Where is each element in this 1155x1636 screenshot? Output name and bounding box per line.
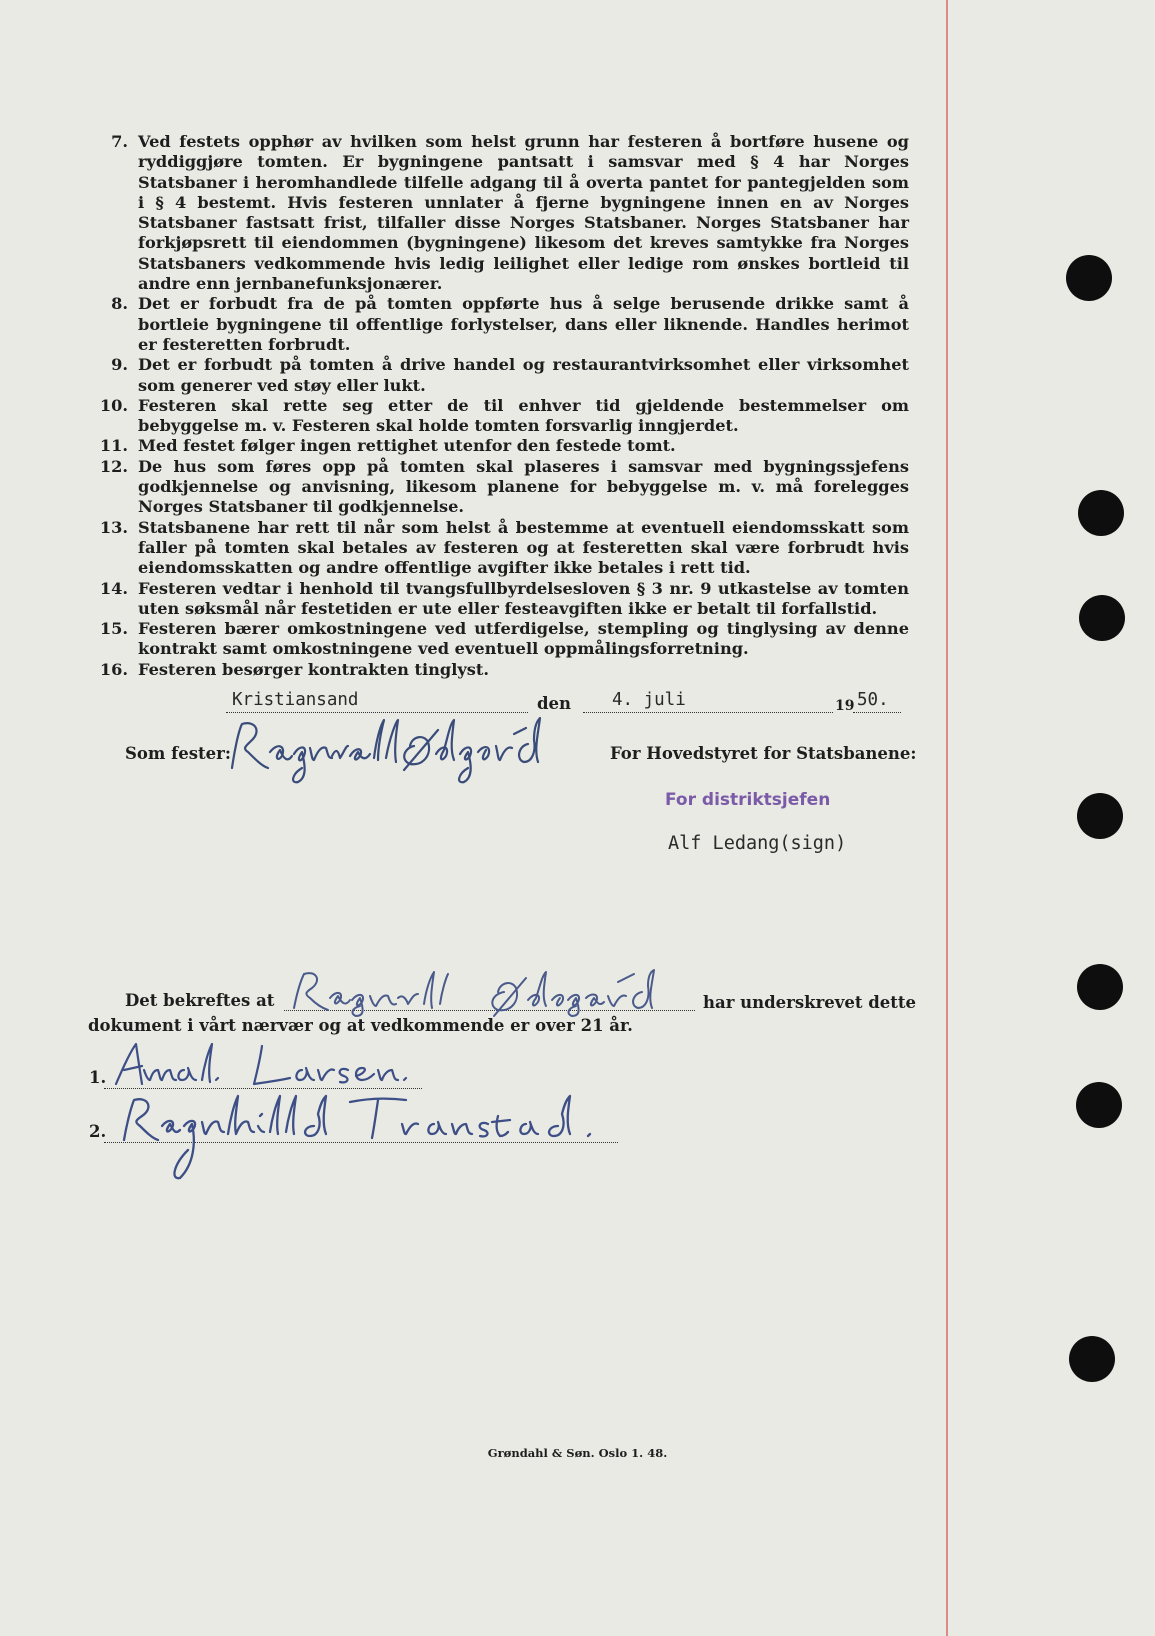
- clause-8: [92, 294, 909, 355]
- confirmation-prefix: Det bekreftes at: [125, 991, 275, 1010]
- clause-text: Festeren bærer omkostningene ved utferdigelse, stempling og tinglysing av denne kontrakt samt omkostningene ved eventuell oppmålingsforretning.: [138, 619, 909, 659]
- clause-number: 13.: [99, 517, 128, 537]
- handwritten-signature-icon: [228, 716, 568, 786]
- clause-text: De hus som føres opp på tomten skal plaseres i samsvar med bygningssjefens godkjennelse og anvisning, likesom planene for bebyggelse m. v. må forelegges Norges Statsbaner til godkjennelse.: [138, 456, 909, 517]
- handwritten-signature-icon: [118, 1092, 628, 1182]
- clause-11: [92, 436, 909, 456]
- clause-number: 16.: [99, 659, 128, 679]
- handwritten-signature-icon: [112, 1040, 422, 1090]
- handwritten-signature-icon: [290, 968, 670, 1018]
- clause-16: [92, 660, 909, 680]
- punch-hole: [1077, 793, 1123, 839]
- clause-7: [92, 132, 909, 294]
- red-margin-line: [946, 0, 948, 1636]
- clause-13: [92, 518, 909, 579]
- clause-number: 10.: [99, 395, 128, 415]
- year-value: 50.: [857, 690, 889, 710]
- clause-9: [92, 355, 909, 396]
- fester-label: Som fester:: [125, 744, 231, 763]
- punch-hole: [1079, 595, 1125, 641]
- punch-hole: [1077, 964, 1123, 1010]
- clause-text: Ved festets opphør av hvilken som helst grunn har festeren å bortføre husene og ryddiggjøre tomten. Er bygningene pantsatt i samsvar med § 4 har Norges Statsbaner i heromhandlede tilfelle adgang til å overta pantet for pantegjelden som i § 4 bestemt. Hvis festeren unnlater å fjerne bygningene innen en av Norges Statsbaner fastsatt frist, tilfaller disse Norges Statsbaner. Norges Statsbaner har forkjøpsrett til eiendommen (bygningene) likesom det kreves samtykke fra Norges Statsbaners vedkommende hvis ledig leilighet eller ledige rom ønskes bortleid til andre enn jernbanefunksjonærer.: [138, 132, 909, 294]
- clause-14: [92, 579, 909, 620]
- witness-2-signature: [118, 1092, 628, 1186]
- hovedstyret-label: For Hovedstyret for Statsbanene:: [610, 744, 917, 763]
- clause-text: Statsbanene har rett til når som helst å bestemme at eventuell eiendomsskatt som faller på tomten skal betales av festeren og at festeretten skal være forbrudt hvis eiendomsskatten og andre offentlige avgifter ikke betales i rett tid.: [138, 517, 909, 578]
- witness-1-number: 1.: [89, 1068, 107, 1087]
- clause-text: Det er forbudt fra de på tomten oppførte hus å selge berusende drikke samt å bortleie bygningene til offentlige forlystelser, dans eller liknende. Handles herimot er festeretten forbrudt.: [138, 294, 909, 354]
- printer-imprint: Grøndahl & Søn. Oslo 1. 48.: [487, 1446, 668, 1460]
- date-value: 4. juli: [612, 690, 686, 710]
- clause-number: 15.: [99, 619, 128, 639]
- clause-number: 14.: [99, 578, 128, 598]
- confirmation-signature: [290, 968, 670, 1022]
- contract-clauses: [92, 132, 909, 680]
- clause-text: Med festet følger ingen rettighet utenfor den festede tomt.: [138, 436, 676, 456]
- clause-15: [92, 619, 909, 660]
- clause-text: Festeren skal rette seg etter de til enhver tid gjeldende bestemmelser om bebyggelse m. v. Festeren skal holde tomten forsvarlig inngjerdet.: [138, 395, 909, 436]
- punch-hole: [1078, 490, 1124, 536]
- clause-number: 7.: [111, 132, 128, 151]
- clause-number: 12.: [99, 456, 128, 476]
- place-value: Kristiansand: [232, 690, 359, 710]
- clause-text: Festeren besørger kontrakten tinglyst.: [138, 659, 490, 679]
- witness-1-signature: [112, 1040, 422, 1094]
- confirmation-line-2: dokument i vårt nærvær og at vedkommende er over 21 år.: [88, 1016, 633, 1035]
- year-prefix: 19: [835, 698, 855, 714]
- clause-number: 9.: [111, 355, 128, 375]
- punch-hole: [1076, 1082, 1122, 1128]
- clause-12: [92, 457, 909, 518]
- date-label: den: [537, 694, 572, 713]
- district-chief-stamp: For distriktsjefen: [665, 790, 831, 810]
- witness-2-number: 2.: [89, 1122, 107, 1141]
- clause-number: 8.: [111, 294, 128, 314]
- confirmation-suffix: har underskrevet dette: [703, 993, 916, 1012]
- punch-hole: [1069, 1336, 1115, 1382]
- clause-10: [92, 396, 909, 437]
- punch-hole: [1066, 255, 1112, 301]
- fester-signature: [228, 716, 568, 790]
- clause-text: Det er forbudt på tomten å drive handel og restaurantvirksomhet eller virksomhet som generer ved støy eller lukt.: [138, 355, 909, 395]
- clause-text: Festeren vedtar i henhold til tvangsfullbyrdelsesloven § 3 nr. 9 utkastelse av tomten uten søksmål når festetiden er ute eller festeavgiften ikke er betalt til forfallstid.: [138, 578, 909, 618]
- clause-number: 11.: [99, 436, 128, 456]
- signed-name-typed: Alf Ledang(sign): [668, 833, 847, 854]
